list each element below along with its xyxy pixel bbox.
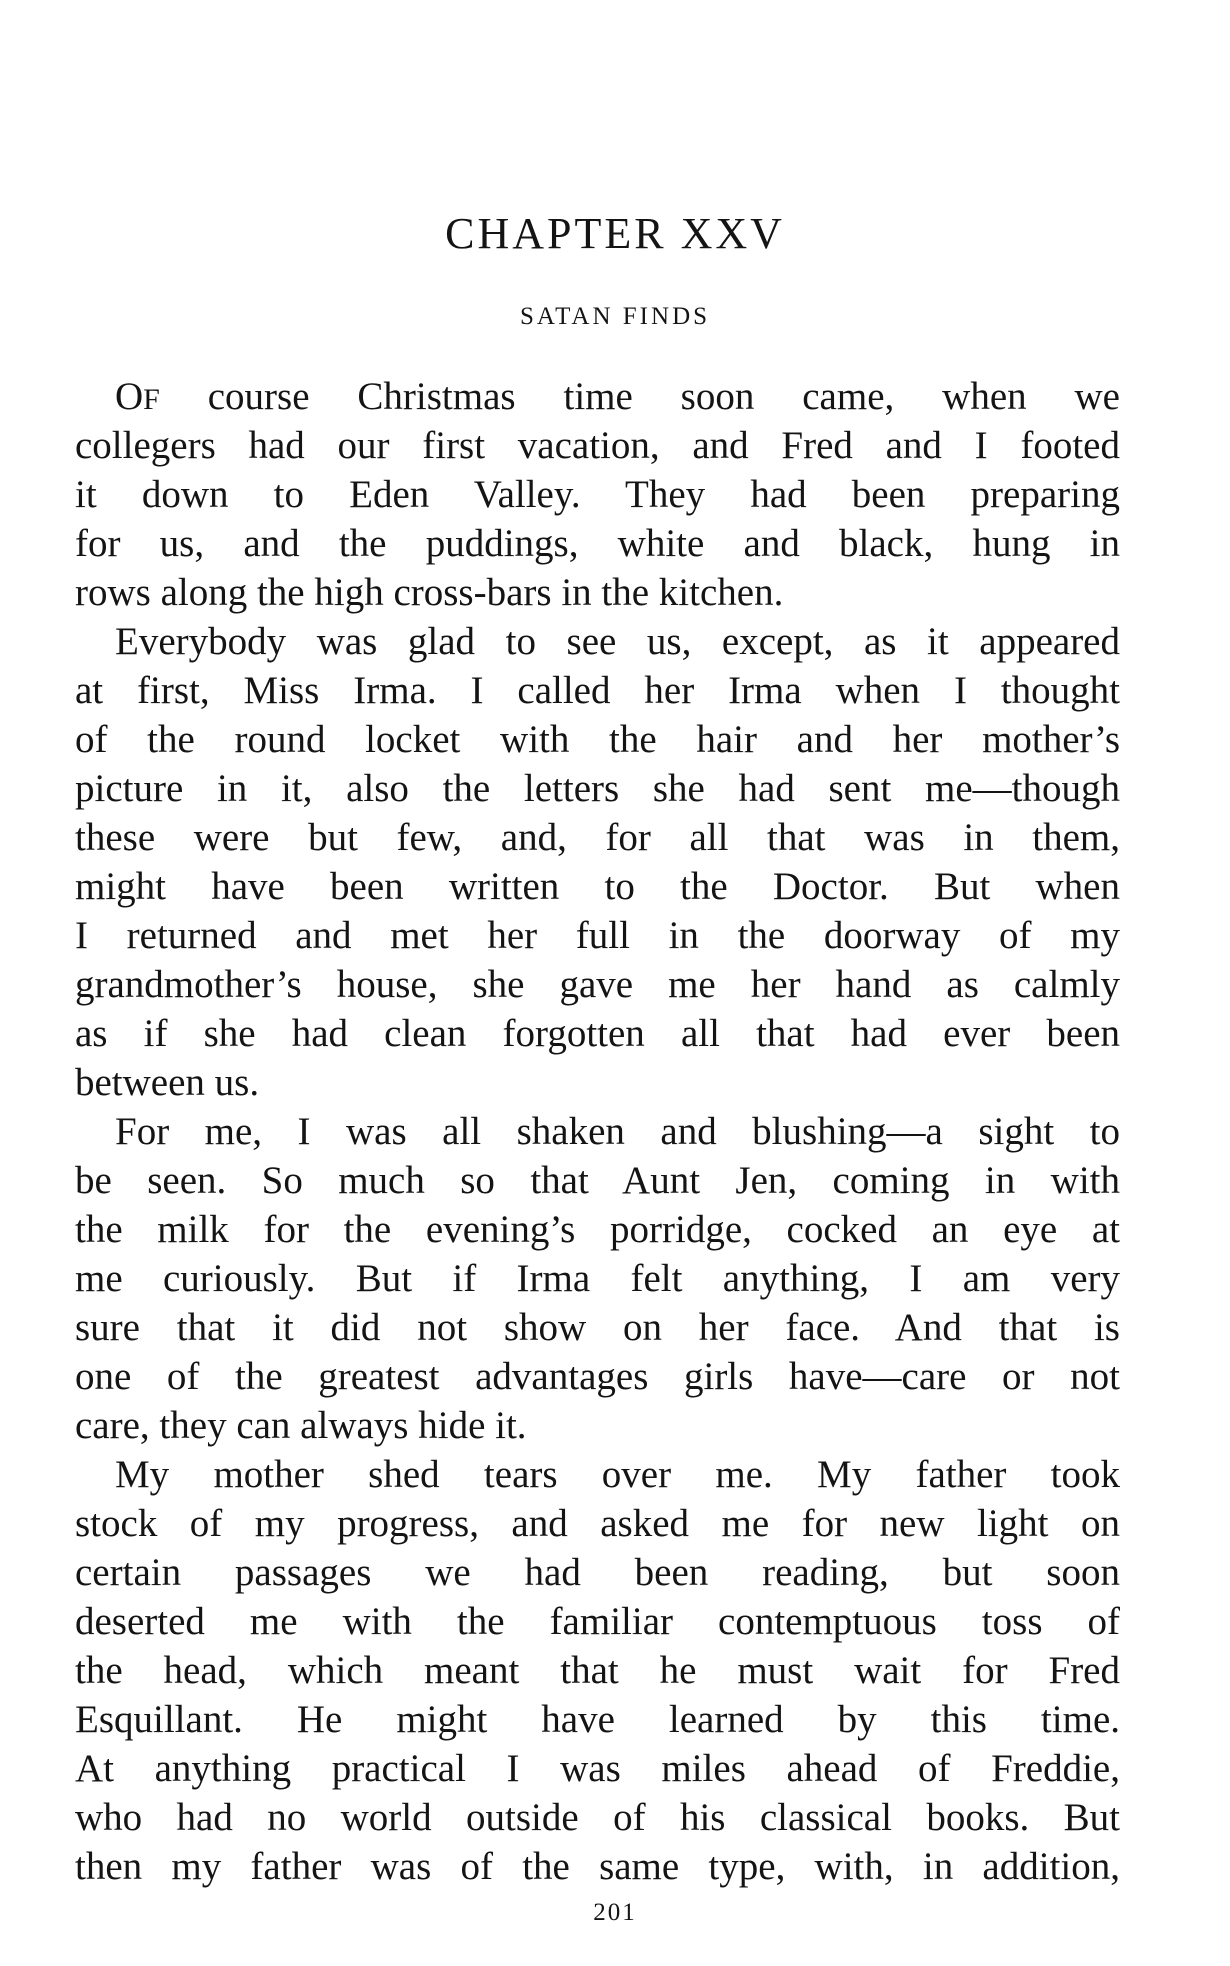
text-line: stock of my progress, and asked me for new light on bbox=[75, 1502, 1120, 1545]
text-line: collegers had our first vacation, and Fred and I footed bbox=[75, 424, 1120, 467]
text-line: Esquillant. He might have learned by this time. bbox=[75, 1698, 1120, 1741]
text-line: care, they can always hide it. bbox=[75, 1404, 527, 1447]
text-line: of the round locket with the hair and her mother’s bbox=[75, 718, 1120, 761]
text-line: I returned and met her full in the doorway of my bbox=[75, 914, 1120, 957]
text-line: for us, and the puddings, white and black, hung in bbox=[75, 522, 1120, 565]
page-number: 201 bbox=[593, 1899, 637, 1926]
text-line: grandmother’s house, she gave me her hand as calmly bbox=[75, 963, 1120, 1006]
text-line: My mother shed tears over me. My father took bbox=[115, 1453, 1120, 1496]
chapter-number: CHAPTER XXV bbox=[445, 209, 785, 258]
text-line: sure that it did not show on her face. And that is bbox=[75, 1306, 1120, 1349]
paragraph bbox=[75, 1107, 1120, 1450]
text-line: between us. bbox=[75, 1061, 260, 1104]
body-text bbox=[75, 372, 1120, 1891]
text-line: might have been written to the Doctor. But when bbox=[75, 865, 1120, 908]
text-line: me curiously. But if Irma felt anything, I am very bbox=[75, 1257, 1120, 1300]
text-line: as if she had clean forgotten all that had ever been bbox=[75, 1012, 1120, 1055]
text-line: At anything practical I was miles ahead of Freddie, bbox=[75, 1747, 1120, 1790]
paragraph bbox=[75, 617, 1120, 1107]
paragraph bbox=[75, 1450, 1120, 1891]
text-line: rows along the high cross-bars in the kitchen. bbox=[75, 571, 784, 614]
text-line: picture in it, also the letters she had sent me—though bbox=[75, 767, 1120, 810]
text-line: For me, I was all shaken and blushing—a sight to bbox=[115, 1110, 1120, 1153]
text-line: it down to Eden Valley. They had been preparing bbox=[75, 473, 1120, 516]
text-line: Everybody was glad to see us, except, as it appeared bbox=[115, 620, 1120, 663]
paragraph bbox=[75, 372, 1120, 617]
text-line: deserted me with the familiar contemptuous toss of bbox=[75, 1600, 1120, 1643]
text-line: the head, which meant that he must wait for Fred bbox=[75, 1649, 1120, 1692]
text-line: one of the greatest advantages girls have—care or not bbox=[75, 1355, 1120, 1398]
text-line: who had no world outside of his classical books. But bbox=[75, 1796, 1120, 1839]
text-line: then my father was of the same type, with, in addition, bbox=[75, 1845, 1120, 1888]
chapter-title: SATAN FINDS bbox=[519, 303, 711, 330]
text-line: be seen. So much so that Aunt Jen, coming in with bbox=[75, 1159, 1120, 1202]
text-line: OF course Christmas time soon came, when we bbox=[115, 375, 1120, 418]
text-line: the milk for the evening’s porridge, cocked an eye at bbox=[75, 1208, 1120, 1251]
text-line: at first, Miss Irma. I called her Irma when I thought bbox=[75, 669, 1120, 712]
text-line: these were but few, and, for all that was in them, bbox=[75, 816, 1120, 859]
text-line: certain passages we had been reading, but soon bbox=[75, 1551, 1120, 1594]
